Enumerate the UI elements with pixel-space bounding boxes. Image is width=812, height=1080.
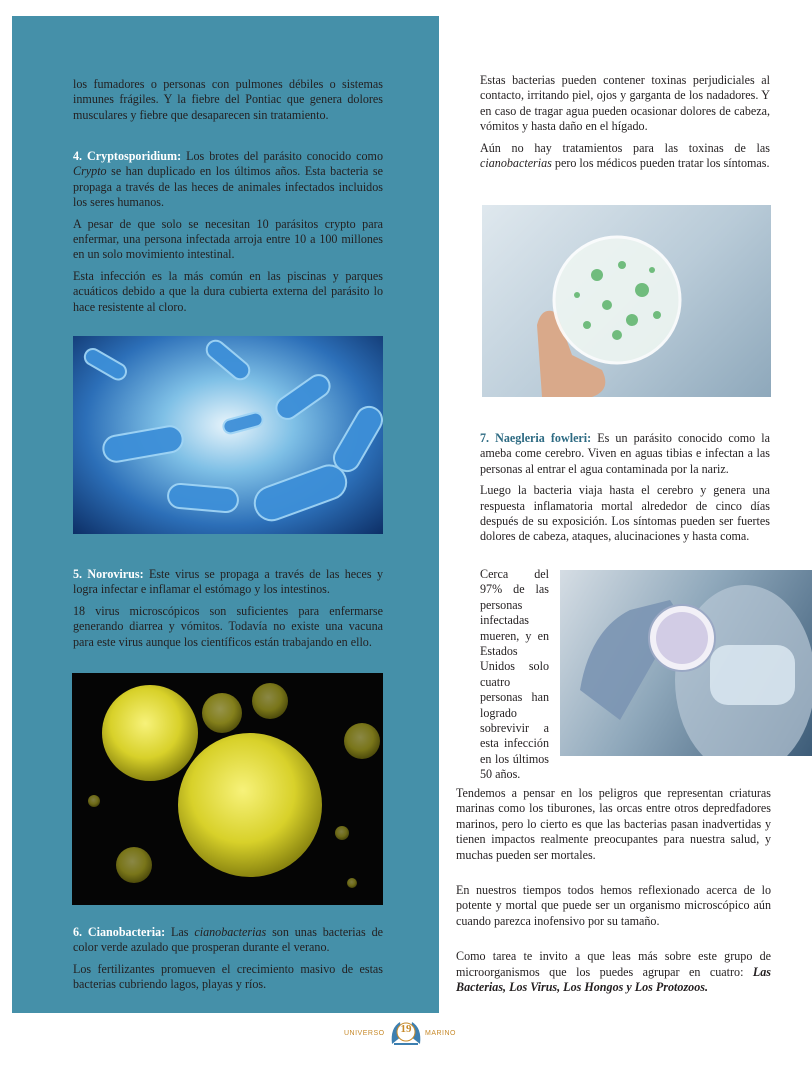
cianobacteria-section (73, 925, 383, 999)
norovirus-paragraph-1 (73, 567, 383, 598)
virus-image (72, 673, 383, 905)
norovirus-section (73, 567, 383, 656)
crypto-text-b: se han duplicado en los últimos años. Esta bacteria se propaga a través de las heces de animales infectados incluidos los seres humanos. (73, 164, 383, 210)
ciano-text-a: Las (165, 925, 195, 939)
right-top-section (480, 73, 770, 177)
petri-dish-image (482, 205, 771, 397)
naegleria-paragraph-1 (480, 431, 770, 477)
crypto-section (73, 149, 383, 321)
crypto-paragraph-2: A pesar de que solo se necesitan 10 parásitos crypto para enfermar, una persona infectada arroja entre 10 a 100 millones en un solo movimiento intestinal. (73, 216, 383, 262)
right-p2-text-b: pero los médicos pueden tratar los síntomas. (551, 156, 770, 171)
crypto-text-a: Los brotes del parásito conocido como (181, 149, 383, 163)
ciano-paragraph-1 (73, 925, 383, 956)
ciano-emphasis: cianobacterias (194, 925, 267, 939)
nuestros-paragraph: En nuestros tiempos todos hemos reflexionado acerca de lo potente y mortal que puede ser un organismo microscópico aún cuando parezca inofensivo por su tamaño. (456, 883, 771, 928)
naegleria-heading: 7. Naegleria fowleri: (480, 431, 592, 445)
tendemos-paragraph: Tendemos a pensar en los peligros que representan criaturas marinas como los tiburones, las orcas entre otros depredfadores marinos, pero lo cierto es que las bacterias pasan inadvertidas y tienen impactos realmente preocupantes para nuestra salud, y muchas pueden ser mortales. (456, 786, 771, 862)
right-p2-emphasis: cianobacterias (480, 156, 552, 171)
conclusion-section (456, 786, 771, 1001)
norovirus-heading: 5. Norovirus: (73, 567, 144, 581)
tarea-groups: Las Bacterias, Los Virus, Los Hongos y Los Protozoos. (456, 964, 771, 995)
naegleria-paragraph-2: Luego la bacteria viaja hasta el cerebro y genera una respuesta inflamatoria mortal alrededor de cinco días después de su exposición. Los síntomas pueden ser fuertes dolores de cabeza, ataques, alucinaciones y hasta coma. (480, 483, 770, 544)
naegleria-text: Es un parásito conocido como la ameba come cerebro. Viven en aguas tibias e infectan a las personas al entrar el agua contaminada por la nariz. (480, 431, 770, 476)
left-intro (73, 77, 383, 129)
page-number: 19 (400, 1023, 412, 1035)
right-p2-text-a: Aún no hay tratamientos para las toxinas de las (480, 140, 770, 155)
crypto-paragraph-3: Esta infección es la más común en las piscinas y parques acuáticos debido a que la dura cubierta externa del parásito lo hace resistente al cloro. (73, 268, 383, 314)
crypto-emphasis: Crypto (73, 164, 107, 179)
ciano-heading: 6. Cianobacteria: (73, 925, 166, 939)
right-paragraph-1: Estas bacterias pueden contener toxinas perjudiciales al contacto, irritando piel, ojos y garganta de los nadadores. Y en caso de tragar agua pueden ocasionar dolores de cabeza, vómitos y hasta daño en el hígado. (480, 73, 770, 134)
naegleria-section (480, 431, 770, 551)
tarea-paragraph (456, 949, 771, 995)
intro-paragraph: los fumadores o personas con pulmones débiles o sistemas inmunes frágiles. Y la fiebre del Pontiac que genera dolores musculares y fiebre que desaparecen sin tratamiento. (73, 77, 383, 122)
tarea-text: Como tarea te invito a que leas más sobre este grupo de microorganismos que los puedes agrupar en cuatro: (456, 949, 771, 979)
footer (0, 1018, 812, 1058)
right-paragraph-2 (480, 141, 770, 172)
naegleria-paragraph-3: Cerca del 97% de las personas infectadas mueren, y en Estados Unidos solo cuatro personas han logrado sobrevivir a esta infección en los últimos 50 años. (480, 567, 549, 782)
scientist-image (560, 570, 812, 756)
crypto-paragraph-1 (73, 149, 383, 211)
footer-marino: MARINO (425, 1030, 456, 1037)
norovirus-paragraph-2: 18 virus microscópicos son suficientes para enfermarse generando diarrea y vómitos. Todavía no existe una vacuna para este virus aunque los científicos están trabajando en ello. (73, 603, 383, 649)
ciano-paragraph-2: Los fertilizantes promueven el crecimiento masivo de estas bacterias cubriendo lagos, playas y ríos. (73, 961, 383, 992)
crypto-heading: 4. Cryptosporidium: (73, 149, 182, 163)
norovirus-text: Este virus se propaga a través de las heces y logra infectar e inflamar el estómago y los intestinos. (73, 567, 384, 597)
bacteria-image (73, 336, 383, 534)
ciano-text-b: son unas bacterias de color verde azulado que prosperan durante el verano. (73, 925, 383, 955)
footer-universo: UNIVERSO (344, 1030, 385, 1037)
